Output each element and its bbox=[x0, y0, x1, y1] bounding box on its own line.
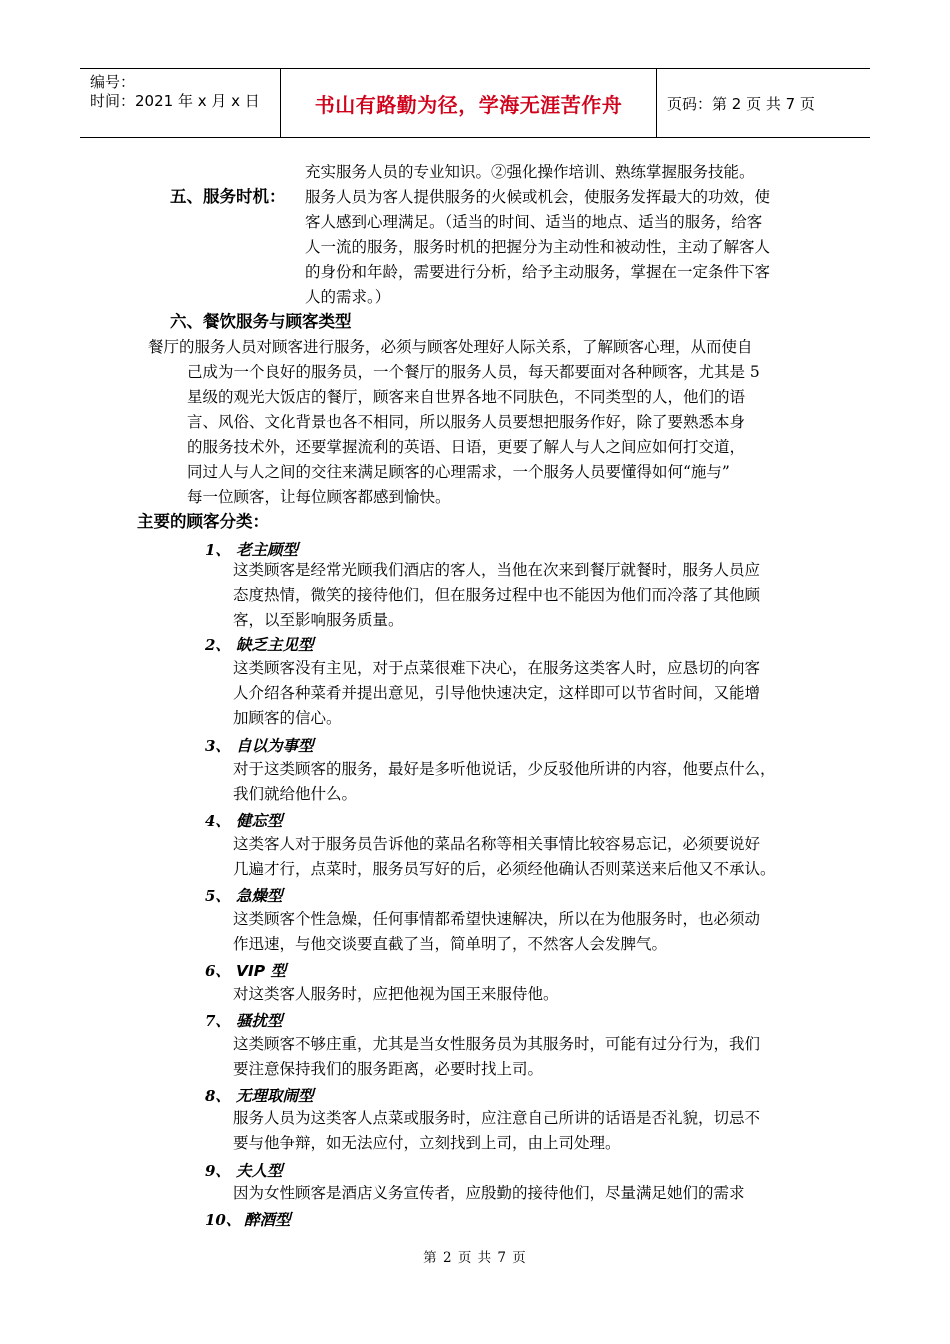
category-title: 缺乏主见型 bbox=[236, 636, 314, 654]
category-number: 3、 bbox=[205, 737, 231, 755]
category-line: 对这类客人服务时，应把他视为国王来服侍他。 bbox=[233, 985, 559, 1003]
category-body bbox=[233, 832, 818, 882]
category-line: 因为女性顾客是酒店义务宣传者，应殷勤的接待他们，尽量满足她们的需求 bbox=[233, 1184, 745, 1202]
header-number-label: 编号： bbox=[90, 73, 136, 91]
sec6-line: 的服务技术外，还要掌握流利的英语、日语，更要了解人与人之间应如何打交道， bbox=[187, 438, 746, 456]
category-line: 服务人员为这类客人点菜或服务时，应注意自己所讲的话语是否礼貌，切忌不 bbox=[233, 1109, 761, 1127]
category-line: 人介绍各种菜肴并提出意见，引导他快速决定，这样即可以节省时间，又能增 bbox=[233, 684, 761, 702]
category-body bbox=[233, 1106, 818, 1156]
header-time-label: 时间：2021 年 x 月 x 日 bbox=[90, 92, 260, 110]
category-line: 我们就给他什么。 bbox=[233, 785, 358, 803]
category-title: 老主顾型 bbox=[236, 541, 299, 559]
sec5-heading: 五、服务时机： bbox=[170, 187, 286, 206]
category-body bbox=[233, 907, 818, 957]
category-number: 1、 bbox=[205, 541, 231, 559]
category-number: 5、 bbox=[205, 887, 231, 905]
category-line: 这类顾客没有主见，对于点菜很难下决心，在服务这类客人时，应恳切的向客 bbox=[233, 659, 761, 677]
sec6-line: 己成为一个良好的服务员，一个餐厅的服务人员，每天都要面对各种顾客，尤其是 5 bbox=[187, 363, 760, 381]
category-line: 要注意保持我们的服务距离，必要时找上司。 bbox=[233, 1060, 544, 1078]
category-line: 这类客人对于服务员告诉他的菜品名称等相关事情比较容易忘记，必须要说好 bbox=[233, 835, 761, 853]
category-title: 健忘型 bbox=[236, 812, 283, 830]
category-title: 急燥型 bbox=[236, 887, 283, 905]
category-number: 9、 bbox=[205, 1162, 231, 1180]
category-title: VIP 型 bbox=[236, 962, 287, 980]
sec5-line: 人的需求。） bbox=[305, 288, 391, 306]
sec6-line: 星级的观光大饭店的餐厅，顾客来自世界各地不同肤色，不同类型的人，他们的语 bbox=[187, 388, 746, 406]
category-body bbox=[233, 1181, 818, 1206]
category-title: 无理取闹型 bbox=[236, 1087, 314, 1105]
sec5-line: 的身份和年龄，需要进行分析，给予主动服务，掌握在一定条件下客 bbox=[305, 263, 771, 281]
category-body bbox=[233, 656, 818, 731]
category-number: 6、 bbox=[205, 962, 231, 980]
category-number: 10、 bbox=[205, 1211, 241, 1229]
sec5-line: 服务人员为客人提供服务的火候或机会，使服务发挥最大的功效，使 bbox=[305, 188, 771, 206]
sec6-line: 同过人与人之间的交往来满足顾客的心理需求，一个服务人员要懂得如何“施与” bbox=[187, 463, 730, 481]
category-line: 对于这类顾客的服务，最好是多听他说话，少反驳他所讲的内容，他要点什么， bbox=[233, 760, 776, 778]
category-body bbox=[233, 1032, 818, 1082]
category-body bbox=[233, 757, 818, 807]
sec5-continued-line: 充实服务人员的专业知识。②强化操作培训、熟练掌握服务技能。 bbox=[305, 163, 755, 181]
page-footer: 第 2 页 共 7 页 bbox=[423, 1250, 527, 1266]
header-page-label: 页码：第 2 页 共 7 页 bbox=[667, 94, 815, 113]
category-body bbox=[233, 558, 818, 633]
category-line: 这类顾客个性急燥，任何事情都希望快速解决，所以在为他服务时，也必须动 bbox=[233, 910, 761, 928]
category-line: 态度热情，微笑的接待他们，但在服务过程中也不能因为他们而冷落了其他顾 bbox=[233, 586, 761, 604]
sec5-line: 人一流的服务，服务时机的把握分为主动性和被动性，主动了解客人 bbox=[305, 238, 771, 256]
sec6-line: 言、风俗、文化背景也各不相同，所以服务人员要想把服务作好，除了要熟悉本身 bbox=[187, 413, 746, 431]
sec5-line: 客人感到心理满足。（适当的时间、适当的地点、适当的服务，给客 bbox=[305, 213, 763, 231]
category-number: 4、 bbox=[205, 812, 231, 830]
header-meta bbox=[80, 69, 281, 137]
header-motto: 书山有路勤为径，学海无涯苦作舟 bbox=[281, 69, 657, 137]
category-line: 作迅速，与他交谈要直截了当，简单明了，不然客人会发脾气。 bbox=[233, 935, 668, 953]
category-number: 7、 bbox=[205, 1012, 231, 1030]
sec6-line: 每一位顾客，让每位顾客都感到愉快。 bbox=[187, 488, 451, 506]
category-line: 客，以至影响服务质量。 bbox=[233, 611, 404, 629]
category-line: 要与他争辩，如无法应付，立刻找到上司，由上司处理。 bbox=[233, 1134, 621, 1152]
category-title: 自以为事型 bbox=[236, 737, 314, 755]
sec6-first-line: 餐厅的服务人员对顾客进行服务，必须与顾客处理好人际关系，了解顾客心理，从而使自 bbox=[148, 338, 753, 356]
category-number: 2、 bbox=[205, 636, 231, 654]
page-header bbox=[80, 68, 870, 138]
category-title: 夫人型 bbox=[236, 1162, 283, 1180]
categories-heading: 主要的顾客分类： bbox=[137, 512, 269, 531]
category-line: 几遍才行，点菜时，服务员写好的后，必须经他确认否则菜送来后他又不承认。 bbox=[233, 860, 776, 878]
category-line: 这类顾客是经常光顾我们酒店的客人，当他在次来到餐厅就餐时，服务人员应 bbox=[233, 561, 761, 579]
category-line: 加顾客的信心。 bbox=[233, 709, 342, 727]
category-line: 这类顾客不够庄重，尤其是当女性服务员为其服务时，可能有过分行为，我们 bbox=[233, 1035, 761, 1053]
sec6-heading: 六、餐饮服务与顾客类型 bbox=[170, 312, 352, 331]
category-title: 醉酒型 bbox=[244, 1211, 291, 1229]
category-number: 8、 bbox=[205, 1087, 231, 1105]
category-body bbox=[233, 982, 818, 1007]
category-title: 骚扰型 bbox=[236, 1012, 283, 1030]
